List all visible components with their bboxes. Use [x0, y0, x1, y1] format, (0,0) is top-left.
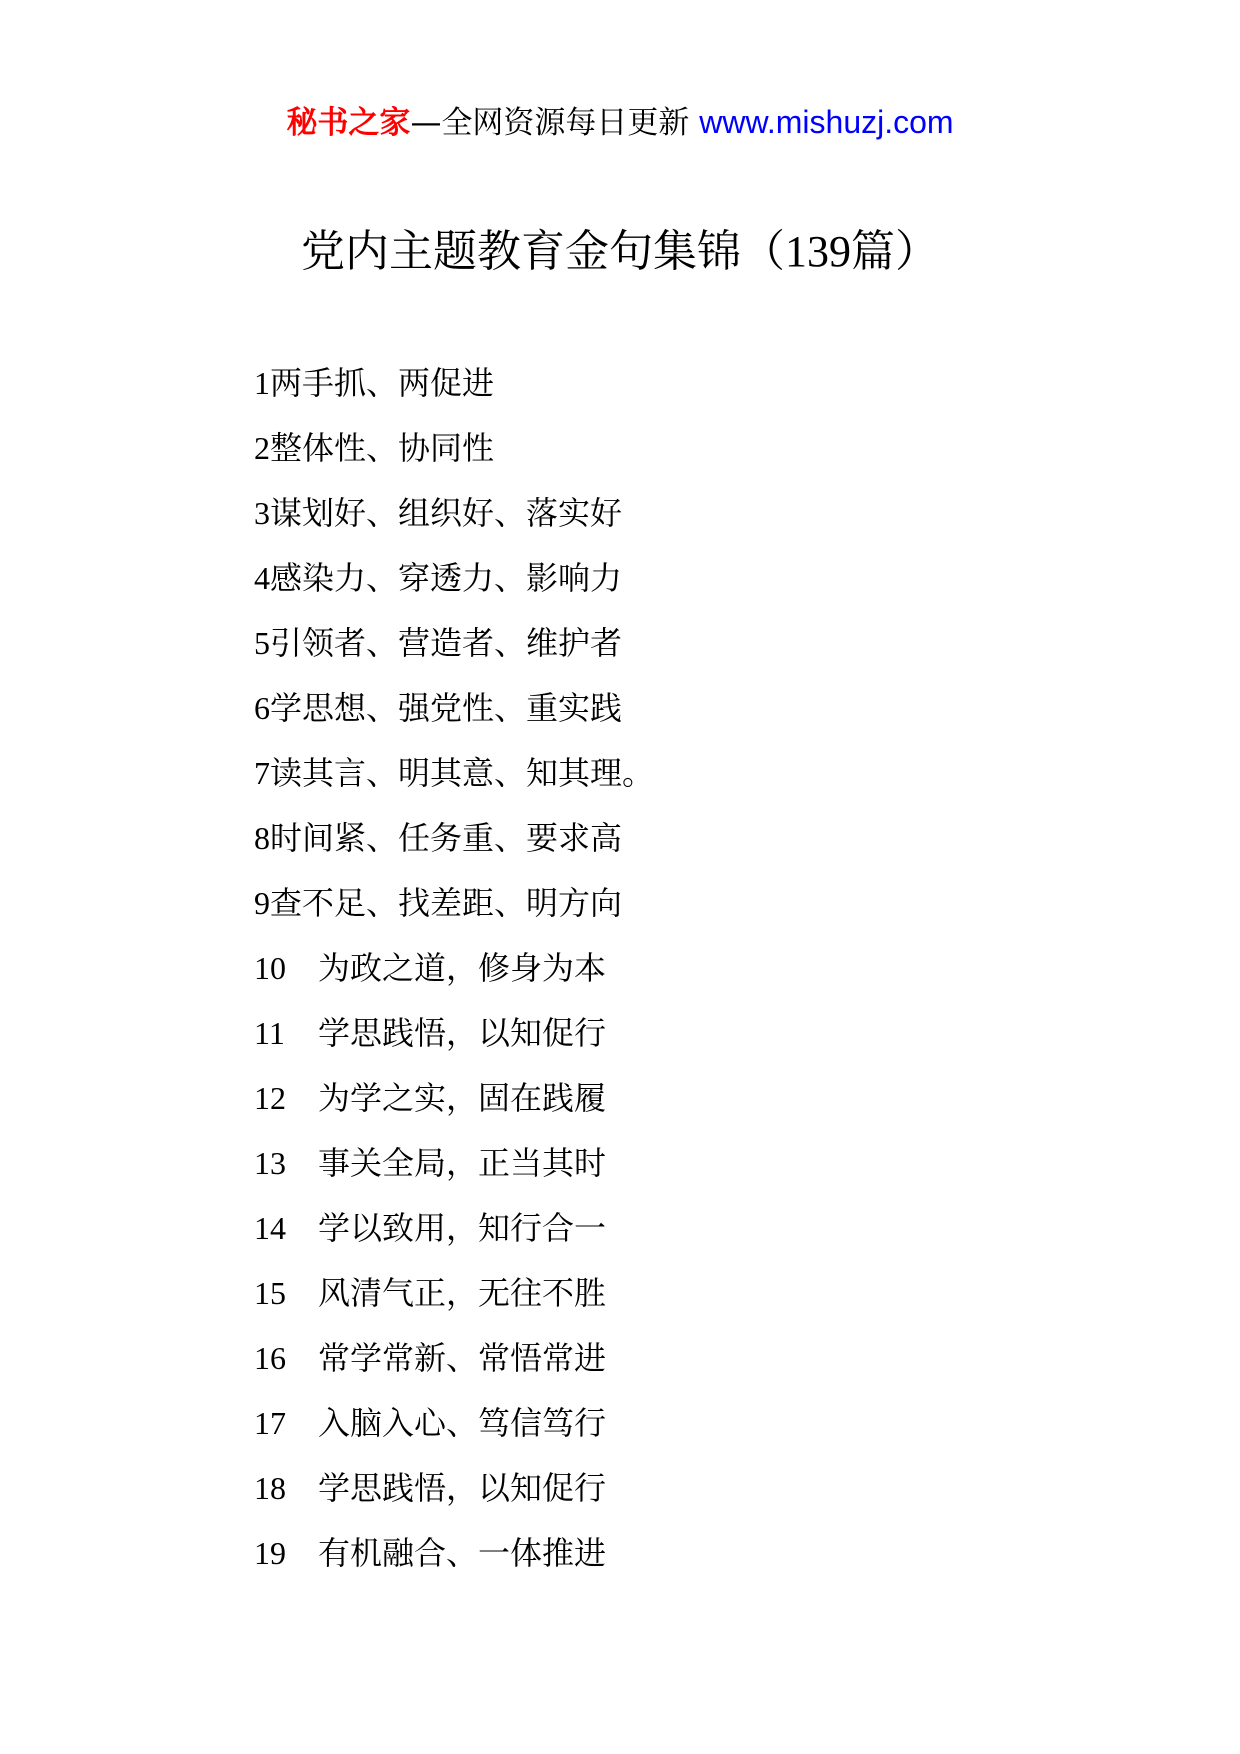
list-item	[254, 618, 654, 683]
item-number: 17	[254, 1405, 286, 1441]
list-item	[254, 1008, 654, 1073]
list-item	[254, 1073, 654, 1138]
title-count: 139	[785, 227, 851, 276]
item-number: 5	[254, 625, 270, 661]
item-text: 常学常新、常悟常进	[318, 1339, 607, 1377]
item-number: 13	[254, 1145, 286, 1181]
item-number: 9	[254, 885, 270, 921]
header-tagline: —全网资源每日更新	[410, 105, 690, 141]
item-text: 整体性、协同性	[270, 429, 495, 467]
list-item	[254, 878, 654, 943]
item-text: 事关全局，正当其时	[318, 1144, 607, 1182]
item-number: 1	[254, 365, 270, 401]
item-number: 8	[254, 820, 270, 856]
item-text: 两手抓、两促进	[270, 364, 495, 402]
item-text: 为学之实，固在践履	[318, 1079, 607, 1117]
item-number: 7	[254, 755, 270, 791]
list-item	[254, 553, 654, 618]
item-text: 学思想、强党性、重实践	[270, 689, 623, 727]
item-text: 引领者、营造者、维护者	[270, 624, 623, 662]
item-text: 查不足、找差距、明方向	[270, 884, 623, 922]
list-item	[254, 1268, 654, 1333]
brand-name: 秘书之家	[286, 105, 411, 141]
document-title	[0, 224, 1240, 280]
list-item	[254, 1138, 654, 1203]
item-text: 读其言、明其意、知其理。	[270, 754, 655, 792]
item-number: 14	[254, 1210, 286, 1246]
item-text: 时间紧、任务重、要求高	[270, 819, 623, 857]
item-text: 有机融合、一体推进	[318, 1534, 607, 1572]
item-text: 学思践悟，以知促行	[318, 1014, 607, 1052]
list-item	[254, 488, 654, 553]
title-suffix: 篇）	[851, 226, 939, 277]
list-item	[254, 423, 654, 488]
title-prefix: 党内主题教育金句集锦（	[301, 226, 785, 277]
item-number: 11	[254, 1015, 285, 1051]
list-item	[254, 1333, 654, 1398]
list-item	[254, 1203, 654, 1268]
item-number: 10	[254, 950, 286, 986]
item-text: 学以致用，知行合一	[318, 1209, 607, 1247]
item-number: 2	[254, 430, 270, 466]
list-item	[254, 813, 654, 878]
item-text: 风清气正，无往不胜	[318, 1274, 607, 1312]
list-item	[254, 748, 654, 813]
list-item	[254, 683, 654, 748]
site-header	[0, 102, 1240, 143]
item-number: 15	[254, 1275, 286, 1311]
item-text: 入脑入心、笃信笃行	[318, 1404, 607, 1442]
list-item	[254, 358, 654, 423]
list-item	[254, 943, 654, 1008]
item-text: 为政之道，修身为本	[318, 949, 607, 987]
item-number: 12	[254, 1080, 286, 1116]
item-number: 18	[254, 1470, 286, 1506]
item-text: 感染力、穿透力、影响力	[270, 559, 623, 597]
item-number: 3	[254, 495, 270, 531]
item-number: 4	[254, 560, 270, 596]
item-number: 19	[254, 1535, 286, 1571]
list-item	[254, 1528, 654, 1593]
item-text: 谋划好、组织好、落实好	[270, 494, 623, 532]
list-item	[254, 1398, 654, 1463]
item-number: 16	[254, 1340, 286, 1376]
quote-list	[254, 358, 654, 1593]
item-text: 学思践悟，以知促行	[318, 1469, 607, 1507]
site-url-link[interactable]: www.mishuzj.com	[699, 104, 954, 140]
item-number: 6	[254, 690, 270, 726]
list-item	[254, 1463, 654, 1528]
